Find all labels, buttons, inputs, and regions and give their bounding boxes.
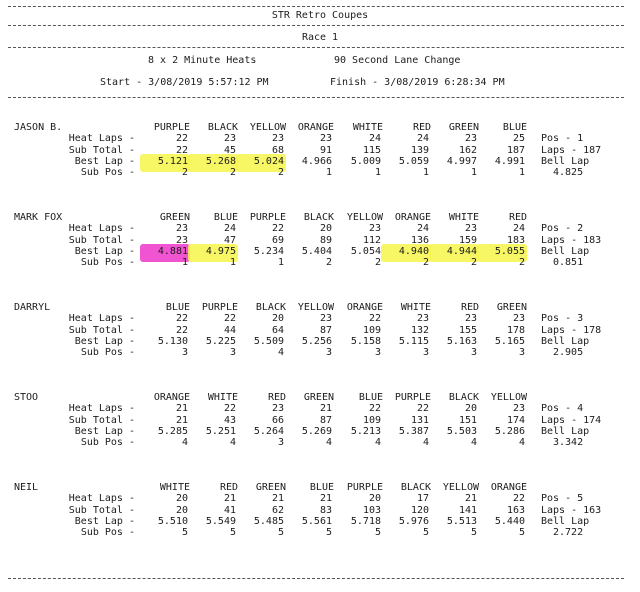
- sub-total-value: 87: [319, 325, 332, 336]
- racer-name: DARRYL: [14, 302, 51, 313]
- heat-laps-value: 20: [464, 403, 477, 414]
- lane-change-info: 90 Second Lane Change: [334, 55, 461, 66]
- sub-pos-value: 4: [518, 437, 525, 448]
- bell-lap-label: Bell Lap: [541, 246, 590, 257]
- heat-laps-value: 22: [175, 133, 188, 144]
- heat-laps-value: 24: [416, 223, 429, 234]
- sub-pos-value: 1: [277, 257, 284, 268]
- sub-total-value: 103: [362, 505, 381, 516]
- sub-total-value: 136: [410, 235, 429, 246]
- heat-laps-value: 22: [223, 403, 236, 414]
- sub-pos-value: 3: [518, 347, 525, 358]
- lane-header: WHITE: [352, 122, 383, 133]
- heat-laps-value: 20: [271, 313, 284, 324]
- lane-header: GREEN: [303, 392, 334, 403]
- position-summary: Pos - 3: [541, 313, 584, 324]
- lane-header: BLUE: [165, 302, 190, 313]
- row-label: Best Lap -: [74, 516, 135, 527]
- lane-header: RED: [460, 302, 479, 313]
- best-lap-value: 5.286: [494, 426, 525, 437]
- lane-header: PURPLE: [201, 302, 238, 313]
- best-lap-value: 5.513: [446, 516, 477, 527]
- heat-laps-value: 23: [271, 133, 284, 144]
- heat-laps-value: 23: [512, 313, 525, 324]
- row-label: Heat Laps -: [68, 403, 135, 414]
- heat-laps-value: 21: [223, 493, 236, 504]
- sub-pos-value: 4: [470, 437, 477, 448]
- sub-pos-value: 2: [181, 167, 188, 178]
- lane-header: PURPLE: [153, 122, 190, 133]
- lane-header: ORANGE: [490, 482, 527, 493]
- laps-summary: Laps - 178: [541, 325, 602, 336]
- best-lap-value: 4.881: [157, 246, 188, 257]
- sub-pos-value: 2: [277, 167, 284, 178]
- best-lap-value: 5.269: [301, 426, 332, 437]
- row-label: Sub Total -: [68, 235, 135, 246]
- sub-total-value: 64: [271, 325, 284, 336]
- lane-header: YELLOW: [490, 392, 527, 403]
- heat-laps-value: 23: [416, 313, 429, 324]
- heat-laps-value: 21: [319, 403, 332, 414]
- sub-total-value: 83: [319, 505, 332, 516]
- best-lap-value: 4.991: [494, 156, 525, 167]
- heat-laps-value: 20: [319, 223, 332, 234]
- sub-total-value: 66: [271, 415, 284, 426]
- best-lap-value: 5.251: [205, 426, 236, 437]
- heat-laps-value: 24: [223, 223, 236, 234]
- best-lap-value: 5.059: [398, 156, 429, 167]
- heat-laps-value: 23: [368, 223, 381, 234]
- best-lap-value: 5.268: [205, 156, 236, 167]
- best-lap-value: 5.264: [253, 426, 284, 437]
- sub-total-value: 45: [223, 145, 236, 156]
- sub-pos-value: 1: [470, 167, 477, 178]
- best-lap-value: 5.158: [350, 336, 381, 347]
- best-lap-value: 5.009: [350, 156, 381, 167]
- sub-pos-value: 1: [422, 167, 429, 178]
- row-label: Sub Total -: [68, 325, 135, 336]
- sub-total-value: 91: [319, 145, 332, 156]
- heat-laps-value: 23: [319, 313, 332, 324]
- heat-laps-value: 20: [368, 493, 381, 504]
- sub-total-value: 62: [271, 505, 284, 516]
- sub-total-value: 43: [223, 415, 236, 426]
- lane-header: GREEN: [496, 302, 527, 313]
- sub-total-value: 20: [175, 505, 188, 516]
- best-lap-value: 5.509: [253, 336, 284, 347]
- sub-total-value: 22: [175, 145, 188, 156]
- sub-pos-value: 3: [470, 347, 477, 358]
- lane-header: BLACK: [448, 392, 479, 403]
- best-lap-value: 5.165: [494, 336, 525, 347]
- best-lap-value: 5.976: [398, 516, 429, 527]
- sub-total-value: 87: [319, 415, 332, 426]
- divider: [8, 578, 624, 579]
- sub-pos-value: 5: [325, 527, 332, 538]
- lane-header: YELLOW: [442, 482, 479, 493]
- heat-laps-value: 25: [512, 133, 525, 144]
- heat-laps-value: 23: [271, 403, 284, 414]
- sub-pos-value: 4: [374, 437, 381, 448]
- position-summary: Pos - 1: [541, 133, 584, 144]
- lane-header: BLACK: [207, 122, 238, 133]
- best-lap-value: 5.163: [446, 336, 477, 347]
- racer-name: STOO: [14, 392, 39, 403]
- heat-laps-value: 24: [512, 223, 525, 234]
- laps-summary: Laps - 174: [541, 415, 602, 426]
- sub-total-value: 132: [410, 325, 429, 336]
- best-lap-value: 5.485: [253, 516, 284, 527]
- lane-header: RED: [508, 212, 527, 223]
- sub-total-value: 151: [458, 415, 477, 426]
- sub-pos-value: 1: [518, 167, 525, 178]
- sub-pos-value: 4: [422, 437, 429, 448]
- best-lap-value: 5.549: [205, 516, 236, 527]
- sub-pos-value: 2: [422, 257, 429, 268]
- heats-info: 8 x 2 Minute Heats: [148, 55, 257, 66]
- sub-pos-value: 3: [374, 347, 381, 358]
- best-lap-value: 4.966: [301, 156, 332, 167]
- row-label: Heat Laps -: [68, 133, 135, 144]
- sub-pos-value: 5: [422, 527, 429, 538]
- lane-header: RED: [412, 122, 431, 133]
- heat-laps-value: 22: [416, 403, 429, 414]
- heat-laps-value: 22: [512, 493, 525, 504]
- bell-lap-label: Bell Lap: [541, 426, 590, 437]
- best-lap-value: 5.285: [157, 426, 188, 437]
- heat-laps-value: 23: [464, 223, 477, 234]
- lane-header: WHITE: [159, 482, 190, 493]
- sub-total-value: 178: [506, 325, 525, 336]
- bell-lap-value: 2.905: [553, 347, 584, 358]
- sub-pos-value: 1: [229, 257, 236, 268]
- heat-laps-value: 22: [223, 313, 236, 324]
- sub-total-value: 44: [223, 325, 236, 336]
- lane-header: BLACK: [400, 482, 431, 493]
- sub-total-value: 183: [506, 235, 525, 246]
- laps-summary: Laps - 187: [541, 145, 602, 156]
- sub-pos-value: 2: [325, 257, 332, 268]
- heat-laps-value: 23: [319, 133, 332, 144]
- lane-header: YELLOW: [346, 212, 383, 223]
- lane-header: BLUE: [358, 392, 383, 403]
- lane-header: BLUE: [309, 482, 334, 493]
- best-lap-value: 5.440: [494, 516, 525, 527]
- row-label: Sub Pos -: [80, 257, 135, 268]
- sub-total-value: 187: [506, 145, 525, 156]
- best-lap-value: 5.054: [350, 246, 381, 257]
- lane-header: WHITE: [400, 302, 431, 313]
- sub-total-value: 120: [410, 505, 429, 516]
- lane-header: YELLOW: [249, 122, 286, 133]
- heat-laps-value: 23: [464, 313, 477, 324]
- sub-total-value: 174: [506, 415, 525, 426]
- lane-header: RED: [219, 482, 238, 493]
- row-label: Best Lap -: [74, 426, 135, 437]
- laps-summary: Laps - 163: [541, 505, 602, 516]
- best-lap-value: 5.213: [350, 426, 381, 437]
- sub-pos-value: 1: [181, 257, 188, 268]
- sub-total-value: 159: [458, 235, 477, 246]
- sub-pos-value: 2: [229, 167, 236, 178]
- sub-total-value: 68: [271, 145, 284, 156]
- heat-laps-value: 23: [223, 133, 236, 144]
- laps-summary: Laps - 183: [541, 235, 602, 246]
- position-summary: Pos - 2: [541, 223, 584, 234]
- racer-name: MARK FOX: [14, 212, 63, 223]
- sub-total-value: 109: [362, 325, 381, 336]
- lane-header: ORANGE: [346, 302, 383, 313]
- lane-header: GREEN: [159, 212, 190, 223]
- sub-total-value: 22: [175, 325, 188, 336]
- sub-total-value: 163: [506, 505, 525, 516]
- lane-header: BLUE: [502, 122, 527, 133]
- row-label: Best Lap -: [74, 246, 135, 257]
- lane-header: PURPLE: [249, 212, 286, 223]
- best-lap-value: 5.121: [157, 156, 188, 167]
- lane-header: PURPLE: [394, 392, 431, 403]
- sub-total-value: 41: [223, 505, 236, 516]
- lane-header: WHITE: [448, 212, 479, 223]
- best-lap-value: 4.940: [398, 246, 429, 257]
- sub-pos-value: 2: [374, 257, 381, 268]
- sub-total-value: 131: [410, 415, 429, 426]
- row-label: Heat Laps -: [68, 493, 135, 504]
- heat-laps-value: 21: [271, 493, 284, 504]
- heat-laps-value: 21: [319, 493, 332, 504]
- best-lap-value: 5.130: [157, 336, 188, 347]
- sub-pos-value: 2: [470, 257, 477, 268]
- heat-laps-value: 23: [512, 403, 525, 414]
- row-label: Sub Pos -: [80, 527, 135, 538]
- row-label: Sub Total -: [68, 505, 135, 516]
- sub-pos-value: 5: [518, 527, 525, 538]
- best-lap-value: 5.234: [253, 246, 284, 257]
- sub-pos-value: 1: [374, 167, 381, 178]
- lane-header: ORANGE: [297, 122, 334, 133]
- row-label: Best Lap -: [74, 336, 135, 347]
- best-lap-value: 5.115: [398, 336, 429, 347]
- lane-header: RED: [267, 392, 286, 403]
- sub-pos-value: 5: [277, 527, 284, 538]
- racer-name: JASON B.: [14, 122, 63, 133]
- best-lap-value: 5.387: [398, 426, 429, 437]
- lane-header: ORANGE: [394, 212, 431, 223]
- heat-laps-value: 22: [175, 313, 188, 324]
- sub-pos-value: 5: [181, 527, 188, 538]
- heat-laps-value: 22: [368, 403, 381, 414]
- heat-laps-value: 23: [175, 223, 188, 234]
- sub-pos-value: 5: [229, 527, 236, 538]
- row-label: Sub Pos -: [80, 437, 135, 448]
- best-lap-value: 5.561: [301, 516, 332, 527]
- heat-laps-value: 17: [416, 493, 429, 504]
- sub-pos-value: 3: [181, 347, 188, 358]
- best-lap-value: 4.975: [205, 246, 236, 257]
- best-lap-value: 4.944: [446, 246, 477, 257]
- bell-lap-value: 3.342: [553, 437, 584, 448]
- best-lap-value: 5.718: [350, 516, 381, 527]
- sub-total-value: 89: [319, 235, 332, 246]
- sub-total-value: 139: [410, 145, 429, 156]
- heat-laps-value: 23: [464, 133, 477, 144]
- row-label: Sub Total -: [68, 415, 135, 426]
- bell-lap-label: Bell Lap: [541, 156, 590, 167]
- best-lap-value: 5.055: [494, 246, 525, 257]
- best-lap-value: 5.503: [446, 426, 477, 437]
- row-label: Sub Pos -: [80, 347, 135, 358]
- heat-laps-value: 24: [416, 133, 429, 144]
- race-name: Race 1: [301, 32, 339, 43]
- lane-header: BLUE: [213, 212, 238, 223]
- lane-header: PURPLE: [346, 482, 383, 493]
- sub-pos-value: 4: [181, 437, 188, 448]
- row-label: Sub Total -: [68, 145, 135, 156]
- bell-lap-value: 4.825: [553, 167, 584, 178]
- heat-laps-value: 20: [175, 493, 188, 504]
- lane-header: WHITE: [207, 392, 238, 403]
- sub-pos-value: 4: [277, 347, 284, 358]
- sub-total-value: 21: [175, 415, 188, 426]
- sub-total-value: 23: [175, 235, 188, 246]
- sub-total-value: 69: [271, 235, 284, 246]
- best-lap-value: 5.404: [301, 246, 332, 257]
- heat-laps-value: 22: [271, 223, 284, 234]
- lane-header: ORANGE: [153, 392, 190, 403]
- position-summary: Pos - 5: [541, 493, 584, 504]
- sub-total-value: 155: [458, 325, 477, 336]
- sub-pos-value: 3: [229, 347, 236, 358]
- sub-pos-value: 5: [374, 527, 381, 538]
- report-title: STR Retro Coupes: [271, 10, 369, 21]
- lane-header: YELLOW: [297, 302, 334, 313]
- heat-laps-value: 24: [368, 133, 381, 144]
- sub-total-value: 112: [362, 235, 381, 246]
- sub-total-value: 141: [458, 505, 477, 516]
- sub-pos-value: 1: [325, 167, 332, 178]
- bell-lap-label: Bell Lap: [541, 336, 590, 347]
- bell-lap-value: 2.722: [553, 527, 584, 538]
- lane-header: GREEN: [448, 122, 479, 133]
- best-lap-value: 5.225: [205, 336, 236, 347]
- racer-name: NEIL: [14, 482, 39, 493]
- finish-time: Finish - 3/08/2019 6:28:34 PM: [330, 77, 505, 88]
- best-lap-value: 5.256: [301, 336, 332, 347]
- row-label: Sub Pos -: [80, 167, 135, 178]
- lane-header: BLACK: [303, 212, 334, 223]
- row-label: Heat Laps -: [68, 313, 135, 324]
- position-summary: Pos - 4: [541, 403, 584, 414]
- start-time: Start - 3/08/2019 5:57:12 PM: [100, 77, 269, 88]
- sub-pos-value: 5: [470, 527, 477, 538]
- sub-total-value: 115: [362, 145, 381, 156]
- sub-pos-value: 4: [325, 437, 332, 448]
- best-lap-value: 4.997: [446, 156, 477, 167]
- sub-pos-value: 3: [422, 347, 429, 358]
- best-lap-value: 5.510: [157, 516, 188, 527]
- bell-lap-label: Bell Lap: [541, 516, 590, 527]
- lane-header: BLACK: [255, 302, 286, 313]
- bell-lap-value: 0.851: [553, 257, 584, 268]
- sub-total-value: 47: [223, 235, 236, 246]
- best-lap-value: 5.024: [253, 156, 284, 167]
- row-label: Heat Laps -: [68, 223, 135, 234]
- sub-pos-value: 2: [518, 257, 525, 268]
- sub-pos-value: 3: [277, 437, 284, 448]
- sub-total-value: 109: [362, 415, 381, 426]
- heat-laps-value: 21: [175, 403, 188, 414]
- lane-header: GREEN: [255, 482, 286, 493]
- heat-laps-value: 21: [464, 493, 477, 504]
- sub-pos-value: 3: [325, 347, 332, 358]
- heat-laps-value: 22: [368, 313, 381, 324]
- sub-total-value: 162: [458, 145, 477, 156]
- sub-pos-value: 4: [229, 437, 236, 448]
- row-label: Best Lap -: [74, 156, 135, 167]
